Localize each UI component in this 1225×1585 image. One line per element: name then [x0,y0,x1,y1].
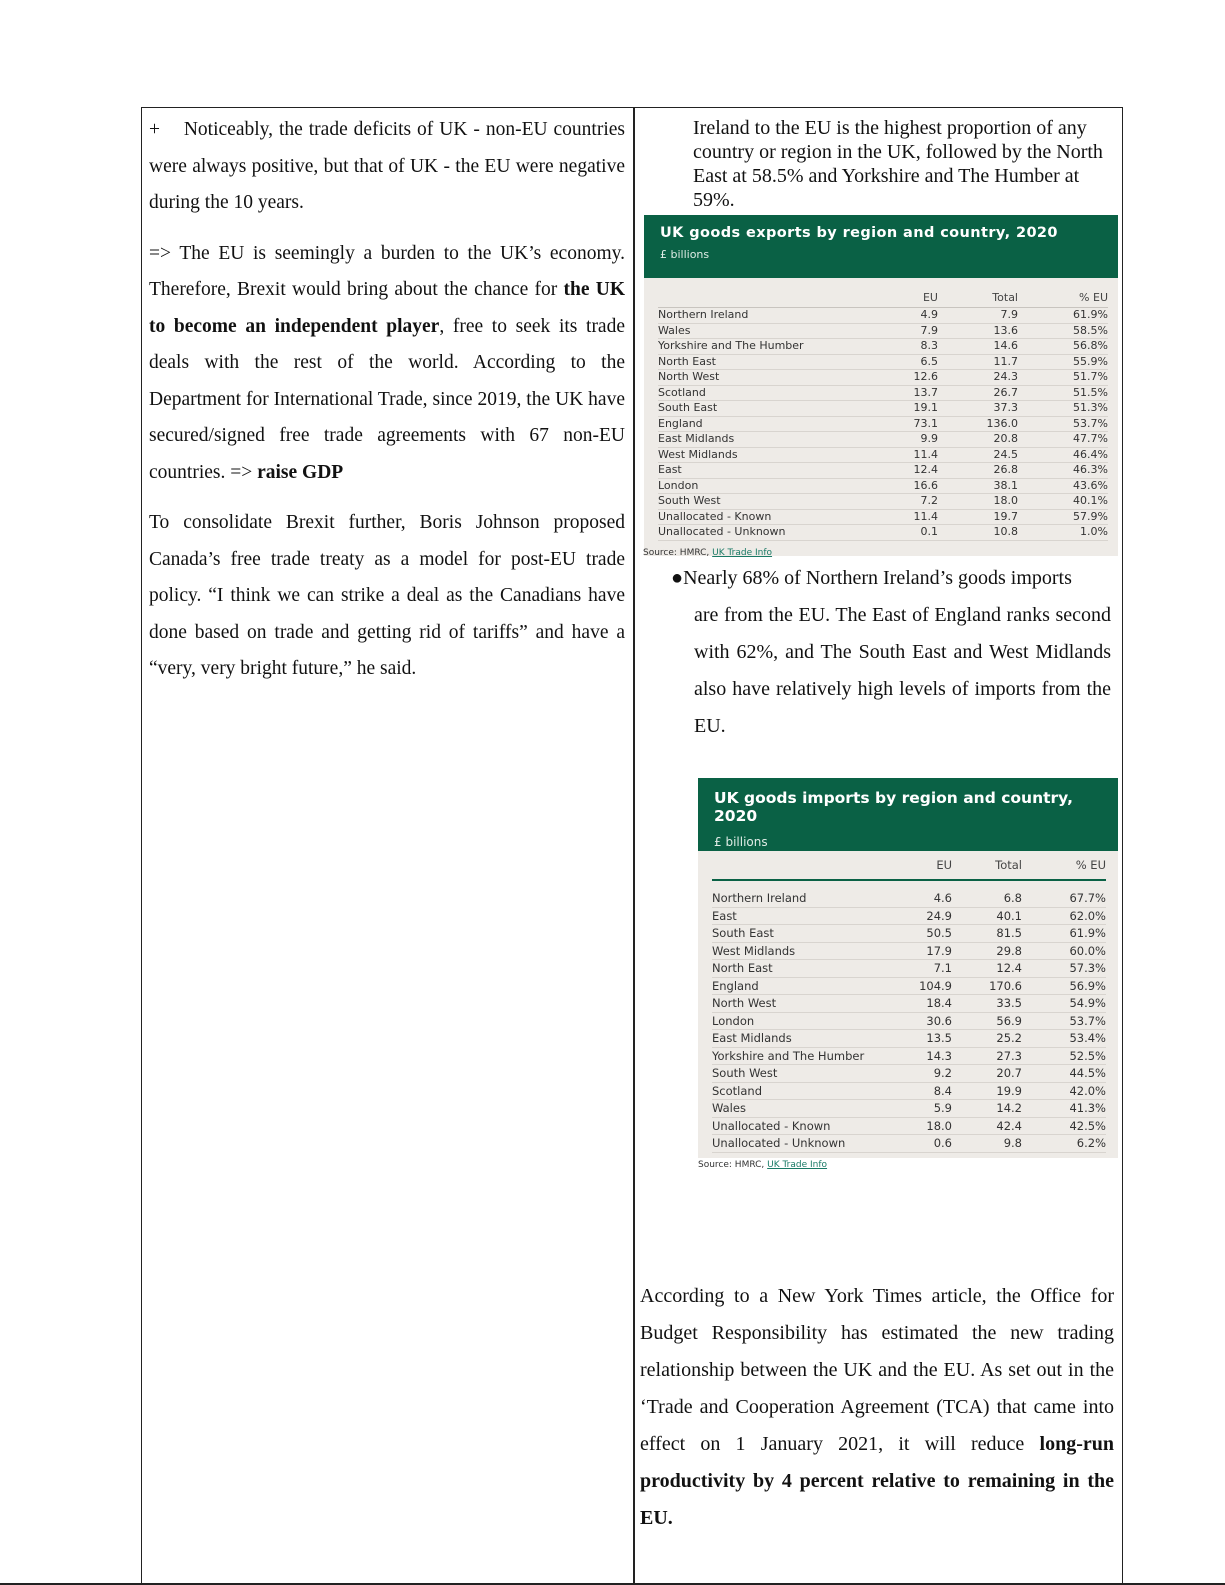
total-value-cell: 40.1 [952,907,1022,925]
eu-value-cell: 8.4 [912,1082,952,1100]
total-value-cell: 19.7 [938,509,1018,525]
table-row [658,401,1108,417]
eu-value-cell: 13.5 [912,1030,952,1048]
pct-eu-cell: 51.7% [1018,370,1108,386]
spacer-row [712,880,1106,890]
eu-value-cell: 7.2 [903,494,938,510]
eu-value-cell: 9.9 [903,432,938,448]
table-row [712,942,1106,960]
pct-eu-cell: 57.9% [1018,509,1108,525]
exports-table-title: UK goods exports by region and country, 2020 [660,225,1058,241]
bold-phrase-independent-player: the UK to become an independent player [149,279,625,337]
pct-eu-cell: 53.7% [1018,416,1108,432]
pct-eu-cell: 60.0% [1022,942,1106,960]
eu-value-cell: 6.5 [903,354,938,370]
pct-eu-cell: 44.5% [1022,1065,1106,1083]
eu-value-cell: 7.1 [912,960,952,978]
left-column [149,112,625,688]
total-value-cell: 24.5 [938,447,1018,463]
pct-eu-cell: 62.0% [1022,907,1106,925]
total-value-cell: 14.6 [938,339,1018,355]
pct-eu-cell: 58.5% [1018,323,1108,339]
table-row [712,1117,1106,1135]
region-cell: North West [712,995,912,1013]
eu-value-cell: 17.9 [912,942,952,960]
pct-eu-cell: 51.5% [1018,385,1108,401]
total-value-cell: 11.7 [938,354,1018,370]
region-cell: East [658,463,903,479]
total-value-cell: 42.4 [952,1117,1022,1135]
total-value-cell: 19.9 [952,1082,1022,1100]
bold-phrase-raise-gdp: raise GDP [257,461,344,483]
total-value-cell: 9.8 [952,1135,1022,1153]
eu-value-cell: 4.9 [903,308,938,324]
region-cell: South West [658,494,903,510]
eu-value-cell: 0.1 [903,525,938,541]
exports-table-body [658,308,1108,541]
source-link-uk-trade-info[interactable]: UK Trade Info [767,1160,828,1170]
total-value-cell: 25.2 [952,1030,1022,1048]
exports-table [644,215,1118,556]
eu-value-cell: 7.9 [903,323,938,339]
imports-table [698,778,1118,1158]
eu-value-cell: 11.4 [903,447,938,463]
table-row [712,1100,1106,1118]
pct-eu-cell: 61.9% [1018,308,1108,324]
total-value-cell: 26.8 [938,463,1018,479]
source-label: Source: HMRC, [698,1160,768,1170]
table-row [658,525,1108,541]
total-value-cell: 29.8 [952,942,1022,960]
paragraph-text: According to a New York Times article, the Office for Budget Responsibility has estimated the new trading relationship between the UK and the EU. As set out in the ‘Trade and Cooperation Agreement (TCA) that came into effect on 1 January 2021, it will reduce [640,1285,1114,1455]
column-header-eu: EU [912,851,952,880]
paragraph-text: Noticeably, the trade deficits of UK - non-EU countries were always positive, but that of UK - the EU were negative during the 10 years. [149,119,625,213]
pct-eu-cell: 53.4% [1022,1030,1106,1048]
table-row [658,463,1108,479]
total-value-cell: 38.1 [938,478,1018,494]
table-row [712,1047,1106,1065]
paragraph-boris-johnson [149,505,625,688]
intro-paragraph: Ireland to the EU is the highest proportion of any country or region in the UK, followed by the North East at 58.5% and Yorkshire and The Humber at 59%. [693,117,1103,211]
region-cell: West Midlands [658,447,903,463]
paragraph-trade-deficits [149,112,625,222]
pct-eu-cell: 46.4% [1018,447,1108,463]
eu-value-cell: 12.4 [903,463,938,479]
total-value-cell: 13.6 [938,323,1018,339]
table-row [658,478,1108,494]
imports-table-subtitle: £ billions [714,835,768,849]
document-table [141,107,1123,1585]
source-label: Source: HMRC, [643,548,713,558]
pct-eu-cell: 67.7% [1022,890,1106,907]
region-cell: Yorkshire and The Humber [712,1047,912,1065]
table-row [712,1065,1106,1083]
region-cell: North West [658,370,903,386]
table-row [712,925,1106,943]
exports-data-grid [658,287,1108,541]
pct-eu-cell: 51.3% [1018,401,1108,417]
column-header-pct-eu: % EU [1018,287,1108,308]
exports-table-header [644,215,1118,278]
total-value-cell: 18.0 [938,494,1018,510]
eu-value-cell: 73.1 [903,416,938,432]
region-cell: England [712,977,912,995]
bullet-first-line [671,560,1111,597]
region-cell: Wales [712,1100,912,1118]
region-cell: Scotland [658,385,903,401]
pct-eu-cell: 61.9% [1022,925,1106,943]
paragraph-text: => The EU is seemingly a burden to the UK’s economy. Therefore, Brexit would bring about the chance for [149,242,625,300]
pct-eu-cell: 40.1% [1018,494,1108,510]
column-header-total: Total [952,851,1022,880]
eu-value-cell: 18.4 [912,995,952,1013]
bullet-icon: ● [671,567,684,589]
paragraph-text: To consolidate Brexit further, Boris Johnson proposed Canada’s free trade treaty as a model for post-EU trade policy. “I think we can strike a deal as the Canadians have done based on trade and getting rid of tariffs” and have a “very, very bright future,” he said. [149,512,625,679]
table-row [712,960,1106,978]
exports-table-subtitle: £ billions [660,248,710,261]
eu-value-cell: 14.3 [912,1047,952,1065]
eu-value-cell: 19.1 [903,401,938,417]
pct-eu-cell: 47.7% [1018,432,1108,448]
total-value-cell: 12.4 [952,960,1022,978]
region-cell: East Midlands [712,1030,912,1048]
region-cell: North East [658,354,903,370]
exports-source [643,548,772,558]
table-row [658,509,1108,525]
table-row [658,354,1108,370]
pct-eu-cell: 43.6% [1018,478,1108,494]
total-value-cell: 24.3 [938,370,1018,386]
pct-eu-cell: 6.2% [1022,1135,1106,1153]
total-value-cell: 170.6 [952,977,1022,995]
total-value-cell: 33.5 [952,995,1022,1013]
imports-table-body [712,880,1106,1152]
column-header-region [658,287,903,308]
table-row [658,447,1108,463]
imports-source [698,1160,827,1170]
eu-value-cell: 13.7 [903,385,938,401]
eu-value-cell: 18.0 [912,1117,952,1135]
eu-value-cell: 4.6 [912,890,952,907]
source-link-uk-trade-info[interactable]: UK Trade Info [712,548,773,558]
eu-value-cell: 8.3 [903,339,938,355]
region-cell: South East [712,925,912,943]
eu-value-cell: 5.9 [912,1100,952,1118]
region-cell: Unallocated - Known [712,1117,912,1135]
region-cell: Yorkshire and The Humber [658,339,903,355]
eu-value-cell: 9.2 [912,1065,952,1083]
table-row [658,494,1108,510]
pct-eu-cell: 54.9% [1022,995,1106,1013]
total-value-cell: 27.3 [952,1047,1022,1065]
region-cell: East Midlands [658,432,903,448]
eu-value-cell: 0.6 [912,1135,952,1153]
eu-value-cell: 16.6 [903,478,938,494]
region-cell: Unallocated - Unknown [658,525,903,541]
pct-eu-cell: 55.9% [1018,354,1108,370]
total-value-cell: 14.2 [952,1100,1022,1118]
region-cell: Northern Ireland [712,890,912,907]
column-header-region [712,851,912,880]
column-header-total: Total [938,287,1018,308]
region-cell: North East [712,960,912,978]
total-value-cell: 56.9 [952,1012,1022,1030]
column-header-row [712,851,1106,880]
total-value-cell: 26.7 [938,385,1018,401]
pct-eu-cell: 1.0% [1018,525,1108,541]
pct-eu-cell: 42.0% [1022,1082,1106,1100]
column-header-row [658,287,1108,308]
region-cell: London [658,478,903,494]
table-row [712,1012,1106,1030]
paragraph-eu-burden [149,236,625,492]
region-cell: West Midlands [712,942,912,960]
imports-data-grid [712,851,1106,1153]
right-column [635,108,1122,1585]
region-cell: Northern Ireland [658,308,903,324]
eu-value-cell: 30.6 [912,1012,952,1030]
region-cell: South West [712,1065,912,1083]
total-value-cell: 81.5 [952,925,1022,943]
table-row [712,977,1106,995]
eu-value-cell: 11.4 [903,509,938,525]
plus-bullet: + [149,119,160,140]
total-value-cell: 6.8 [952,890,1022,907]
eu-value-cell: 12.6 [903,370,938,386]
table-row [712,907,1106,925]
table-row [712,1082,1106,1100]
pct-eu-cell: 42.5% [1022,1117,1106,1135]
region-cell: East [712,907,912,925]
total-value-cell: 37.3 [938,401,1018,417]
table-row [712,1030,1106,1048]
table-row [658,339,1108,355]
imports-table-title: UK goods imports by region and country, 2020 [714,789,1073,825]
imports-bullet-paragraph [671,560,1111,745]
table-row [658,308,1108,324]
table-row [712,1135,1106,1153]
total-value-cell: 10.8 [938,525,1018,541]
pct-eu-cell: 53.7% [1022,1012,1106,1030]
pct-eu-cell: 56.9% [1022,977,1106,995]
closing-paragraph [640,1278,1114,1537]
eu-value-cell: 24.9 [912,907,952,925]
paragraph-text: Nearly 68% of Northern Ireland’s goods imports [683,567,1072,589]
pct-eu-cell: 57.3% [1022,960,1106,978]
table-row [658,323,1108,339]
table-row [658,416,1108,432]
region-cell: London [712,1012,912,1030]
region-cell: Unallocated - Unknown [712,1135,912,1153]
column-header-pct-eu: % EU [1022,851,1106,880]
table-row [712,995,1106,1013]
region-cell: Wales [658,323,903,339]
total-value-cell: 20.8 [938,432,1018,448]
total-value-cell: 7.9 [938,308,1018,324]
pct-eu-cell: 41.3% [1022,1100,1106,1118]
table-row [658,432,1108,448]
table-row [658,385,1108,401]
table-row [658,370,1108,386]
pct-eu-cell: 56.8% [1018,339,1108,355]
region-cell: Unallocated - Known [658,509,903,525]
region-cell: Scotland [712,1082,912,1100]
pct-eu-cell: 52.5% [1022,1047,1106,1065]
eu-value-cell: 50.5 [912,925,952,943]
pct-eu-cell: 46.3% [1018,463,1108,479]
eu-value-cell: 104.9 [912,977,952,995]
column-header-eu: EU [903,287,938,308]
table-row [712,890,1106,907]
bold-phrase-productivity: long-run productivity by 4 percent relative to remaining in the EU. [640,1433,1114,1529]
bullet-rest: are from the EU. The East of England ranks second with 62%, and The South East and West Midlands also have relatively high levels of imports from the EU. [694,604,1111,737]
total-value-cell: 20.7 [952,1065,1022,1083]
paragraph-text: , free to seek its trade deals with the rest of the world. According to the Department for International Trade, since 2019, the UK have secured/signed free trade agreements with 67 non-EU countries. => [149,315,625,483]
region-cell: South East [658,401,903,417]
imports-table-header [698,778,1118,851]
total-value-cell: 136.0 [938,416,1018,432]
region-cell: England [658,416,903,432]
